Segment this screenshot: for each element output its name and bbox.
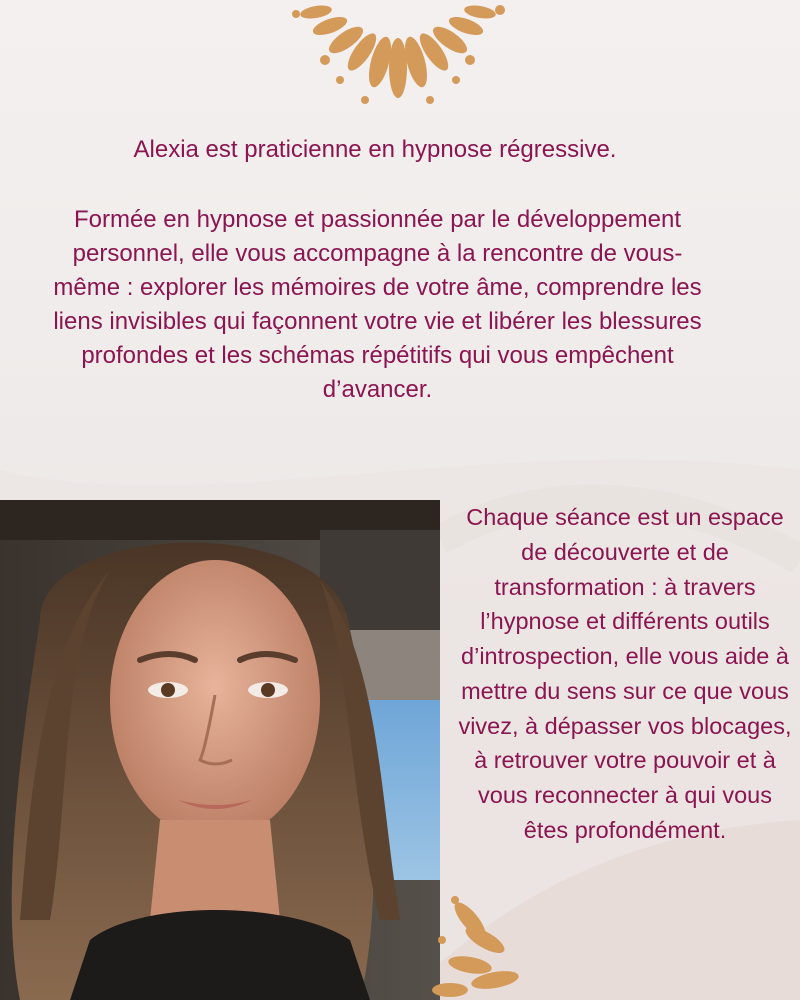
leaf-mandala-icon [270, 0, 520, 120]
intro-text: Alexia est praticienne en hypnose régressive. [133, 136, 617, 163]
leaf-branch-icon [430, 880, 550, 1000]
session-paragraph: Chaque séance est un espace de découverte et de transformation : à travers l’hypnose et différents outils d’introspection, elle vous aide à mettre du sens sur ce que vous vivez, à dépasser vos blocages, à retrouver votre pouvoir et à vous reconnecter à qui vous êtes profondément. [458, 504, 792, 843]
description-paragraph: Formée en hypnose et passionnée par le développement personnel, elle vous accompagne à la rencontre de vous-même : explorer les mémoires de votre âme, comprendre les liens invisibles qui façonnent votre vie et libérer les blessures profondes et les schémas répétitifs qui vous empêchent d’avancer. [53, 206, 702, 404]
portrait-photo [0, 500, 440, 1000]
